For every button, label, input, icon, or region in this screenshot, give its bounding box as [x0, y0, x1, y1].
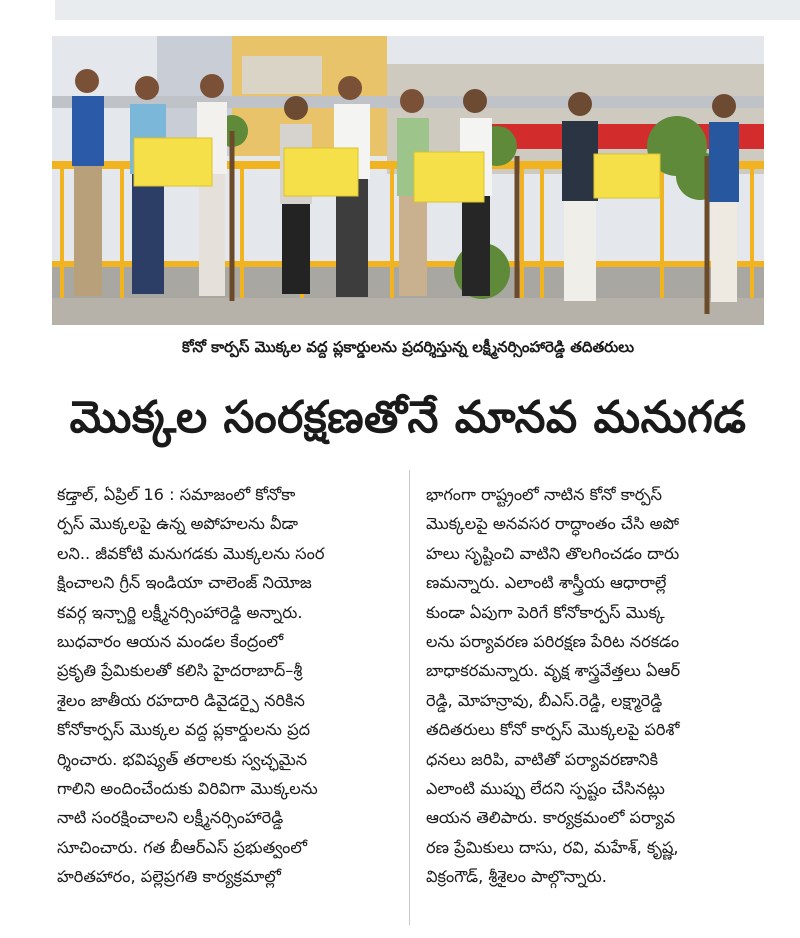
article-line: తదితరులు కోనో కార్పస్ మొక్కలపై పరిశో	[426, 720, 680, 740]
photo-illustration	[52, 36, 764, 325]
article-line: లను పర్యావరణ పరిరక్షణ పేరిట నరకడం	[426, 632, 680, 652]
article-line: హరితహారం, పల్లెప్రగతి కార్యక్రమాల్లో	[57, 867, 281, 887]
top-band	[55, 0, 800, 20]
article-column-right	[426, 480, 764, 935]
article-headline: మొక్కల సంరక్షణతోనే మానవ మనుగడ	[69, 392, 747, 443]
article-line: ర్పస్ మొక్కలపై ఉన్న అపోహలను వీడా	[57, 514, 299, 534]
article-line: లని.. జీవకోటి మనుగడకు మొక్కలను సంర	[57, 543, 325, 563]
article-line: మొక్కలపై అనవసర రాద్ధాంతం చేసి అపో	[426, 514, 680, 534]
news-photo	[52, 36, 764, 325]
article-line: కోనోకార్పస్ మొక్కల వద్ద ప్లకార్డులను ప్రద	[57, 720, 311, 740]
article-line: ర్శించారు. భవిష్యత్ తరాలకు స్వచ్ఛమైన	[57, 749, 308, 769]
article-line: భాగంగా రాష్ట్రంలో నాటిన కోనో కార్పస్	[426, 485, 662, 504]
article-line: ఎలాంటి ముప్పు లేదని స్పష్టం చేసినట్లు	[426, 779, 665, 799]
article-line: శైలం జాతీయ రహదారి డివైడర్పై నరికిన	[57, 690, 305, 710]
article-line: గాలిని అందించేందుకు విరివిగా మొక్కలను	[57, 779, 318, 799]
article-line: రెడ్డి, మోహన్రావు, బీఎస్.రెడ్డి, లక్ష్మారెడ్డి	[426, 690, 663, 710]
article-line: ణమన్నారు. ఎలాంటి శాస్త్రీయ ఆధారాల్లే	[426, 573, 667, 593]
column-divider	[409, 470, 410, 925]
photo-caption: కోనో కార్పస్ మొక్కల వద్ద ప్లకార్డులను ప్రదర్శిస్తున్న లక్ష్మీనర్సింహారెడ్డి తదితరులు	[181, 338, 635, 356]
article-column-left	[57, 480, 395, 935]
article-line: ఆయన తెలిపారు. కార్యక్రమంలో పర్యావ	[426, 808, 676, 828]
article-line: సూచించారు. గత బీఆర్ఎస్ ప్రభుత్వంలో	[57, 837, 308, 857]
article-line: విక్రంగౌడ్, శ్రీశైలం పాల్గొన్నారు.	[426, 867, 607, 887]
article-line: హలు సృష్టించి వాటిని తొలగించడం దారు	[426, 543, 680, 563]
article-line: కవర్గ ఇన్చార్జి లక్ష్మీనర్సింహారెడ్డి అన్నారు.	[57, 602, 303, 622]
article-line: బుధవారం ఆయన మండల కేంద్రంలో	[57, 632, 284, 652]
article-line: ప్రకృతి ప్రేమికులతో కలిసి హైదరాబాద్–శ్రీ	[57, 661, 303, 681]
article-line: ధనలు జరిపి, వాటితో పర్యావరణానికి	[426, 749, 659, 769]
article-line: నాటి సంరక్షించాలని లక్ష్మీనర్సింహారెడ్డి	[57, 808, 284, 828]
article-line: రణ ప్రేమికులు దాసు, రవి, మహేశ్, కృష్ణ,	[426, 837, 679, 857]
article-line: కడ్తాల్, ఏప్రిల్ 16 : సమాజంలో కోనోకా	[57, 485, 296, 504]
article-line: కుండా ఏపుగా పెరిగే కోనోకార్పస్ మొక్క	[426, 602, 665, 622]
article-line: బాధాకరమన్నారు. వృక్ష శాస్త్రవేత్తలు ఏఆర్	[426, 661, 681, 681]
article-line: క్షించాలని గ్రీన్ ఇండియా చాలెంజ్ నియోజ	[57, 573, 312, 593]
